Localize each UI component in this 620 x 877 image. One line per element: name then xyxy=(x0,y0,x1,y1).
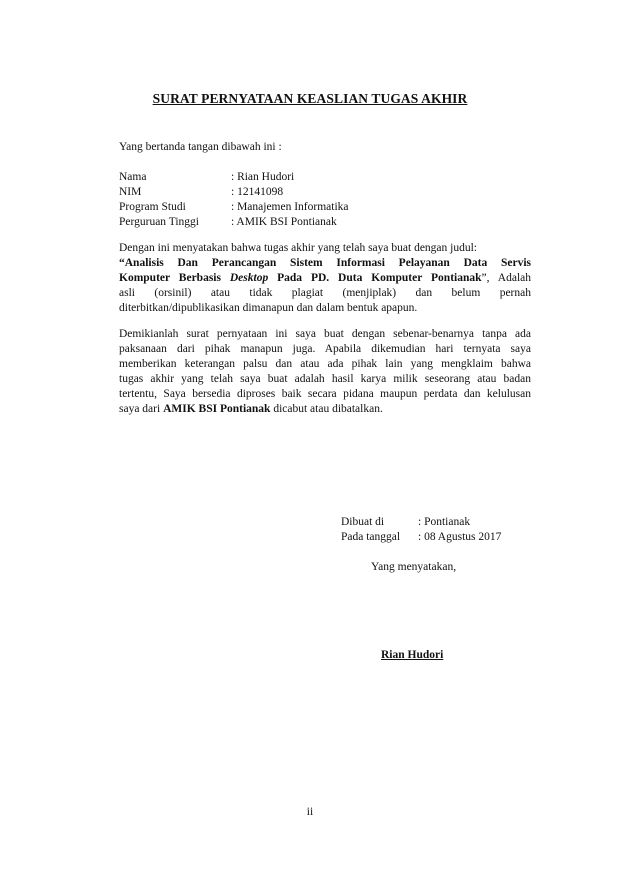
declaration-line-6 xyxy=(119,402,531,417)
statement-line-2: “Analisis Dan Perancangan Sistem Informasi Pelayanan Data Servis xyxy=(119,257,531,269)
statement-line-1: Dengan ini menyatakan bahwa tugas akhir yang telah saya buat dengan judul: xyxy=(119,242,477,254)
institution-name: AMIK BSI Pontianak xyxy=(163,403,271,415)
declaration-line-3: memberikan keterangan palsu dan atau ada pihak lain yang mengklaim bahwa xyxy=(119,358,531,370)
field-label-nama: Nama xyxy=(119,171,147,183)
declaration-line-6-start: saya dari xyxy=(119,403,164,415)
field-label-program-studi: Program Studi xyxy=(119,201,186,213)
place-value: : Pontianak xyxy=(418,516,471,528)
thesis-title-part-2: Pada PD. Duta Komputer Pontianak xyxy=(268,272,482,284)
field-value-nama: : Rian Hudori xyxy=(231,171,295,183)
statement-line-3-tail: ”, Adalah xyxy=(481,272,531,284)
field-label-perguruan-tinggi: Perguruan Tinggi xyxy=(119,216,199,228)
closing-text: Yang menyatakan, xyxy=(371,561,457,573)
page-number: ii xyxy=(306,806,314,818)
declaration-line-1: Demikianlah surat pernyataan ini saya buat dengan sebenar-benarnya tanpa ada xyxy=(119,328,531,340)
field-value-perguruan-tinggi: : AMIK BSI Pontianak xyxy=(231,216,337,228)
declaration-paragraph xyxy=(119,327,531,417)
date-label: Pada tanggal xyxy=(341,531,401,543)
statement-line-4: asli (orsinil) atau tidak plagiat (menjiplak) dan belum pernah xyxy=(119,287,531,299)
thesis-title-italic: Desktop xyxy=(229,272,269,284)
document-title: SURAT PERNYATAAN KEASLIAN TUGAS AKHIR xyxy=(152,91,468,106)
date-value: : 08 Agustus 2017 xyxy=(418,531,502,543)
place-label: Dibuat di xyxy=(341,516,385,528)
declaration-line-4: tugas akhir yang telah saya buat adalah hasil karya milik seseorang atau badan xyxy=(119,373,531,385)
intro-text: Yang bertanda tangan dibawah ini : xyxy=(119,141,282,153)
signatory-name: Rian Hudori xyxy=(381,649,444,661)
field-label-nim: NIM xyxy=(119,186,142,198)
statement-line-5: diterbitkan/dipublikasikan dimanapun dan dalam bentuk apapun. xyxy=(119,302,418,314)
field-value-nim: : 12141098 xyxy=(231,186,284,198)
statement-paragraph xyxy=(119,241,531,316)
thesis-title-part-1: Komputer Berbasis xyxy=(119,272,230,284)
field-value-program-studi: : Manajemen Informatika xyxy=(231,201,349,213)
declaration-line-2: paksanaan dari pihak manapun juga. Apabila dikemudian hari ternyata saya xyxy=(119,343,531,355)
declaration-line-6-end: dicabut atau dibatalkan. xyxy=(270,403,383,415)
declaration-line-5: tertentu, Saya bersedia diproses baik secara pidana maupun perdata dan kelulusan xyxy=(119,388,531,400)
statement-line-3 xyxy=(119,271,531,286)
